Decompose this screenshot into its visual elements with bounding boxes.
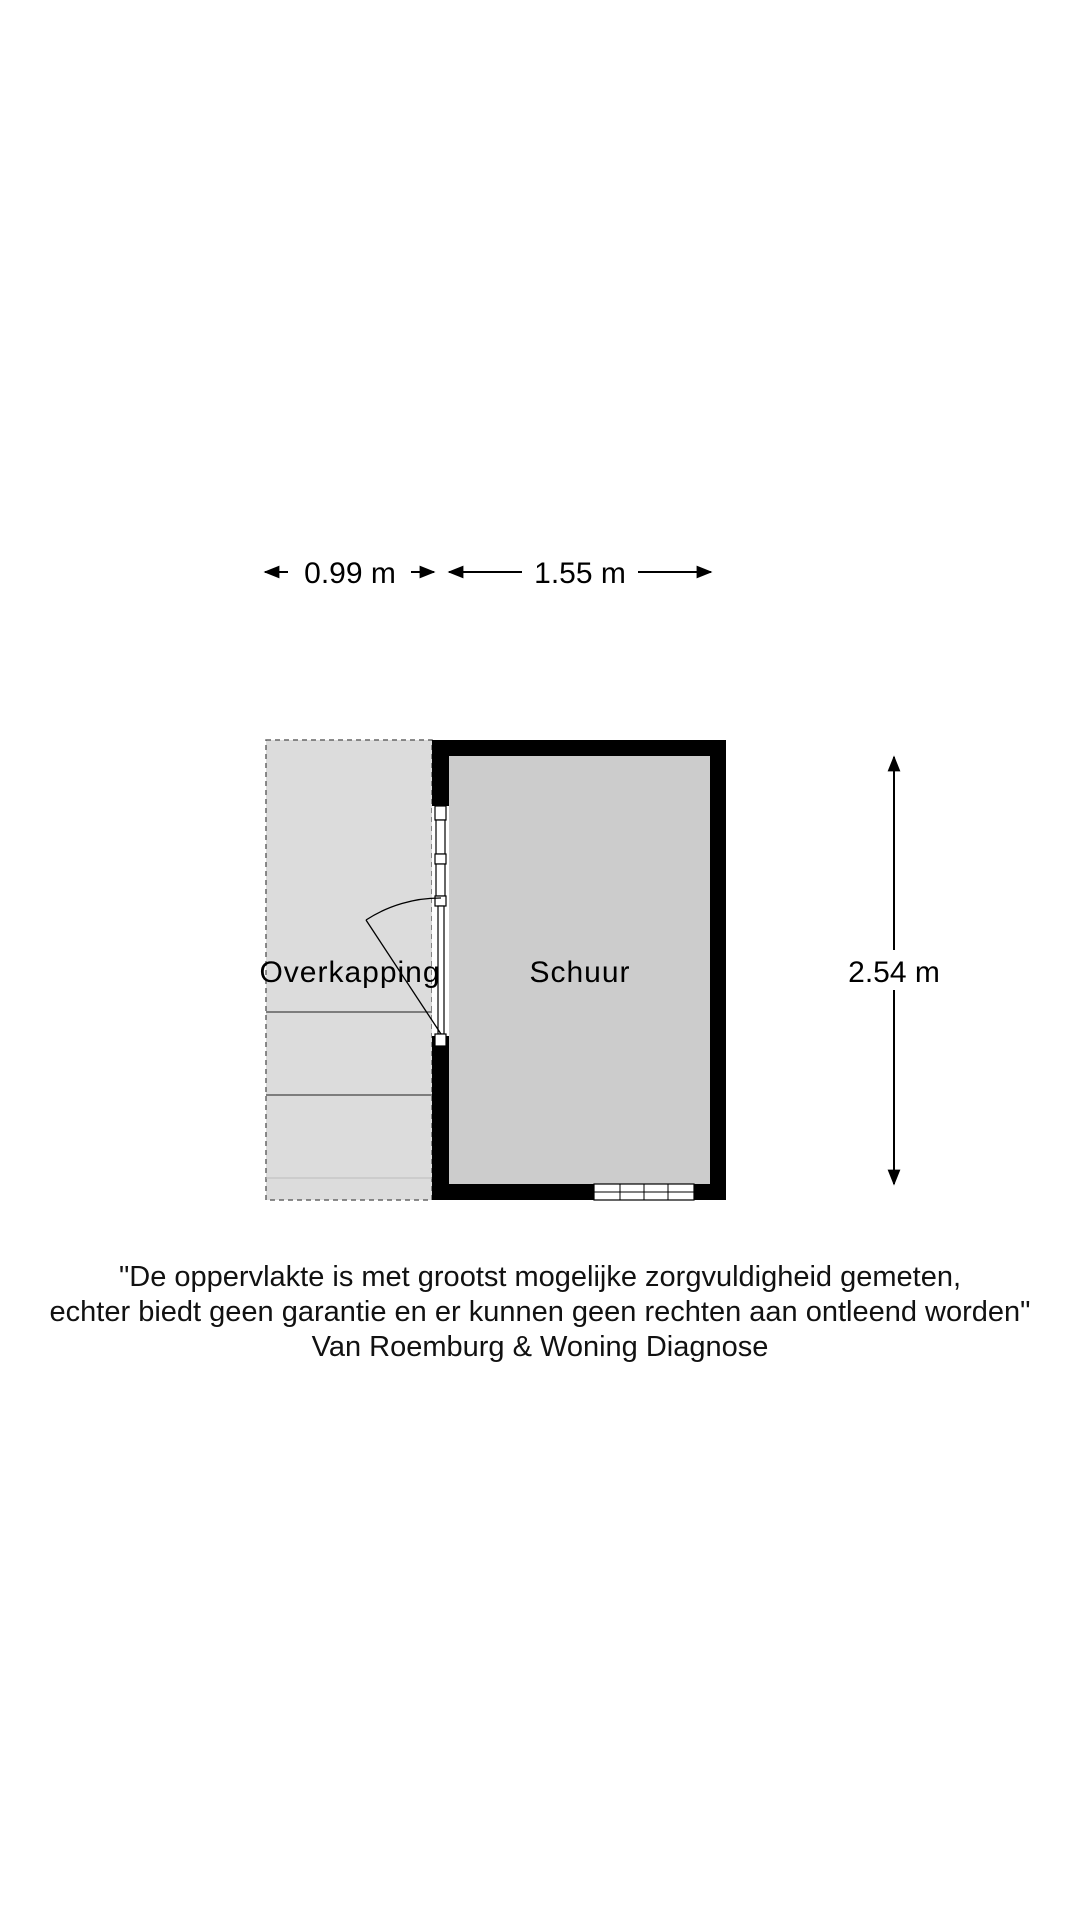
window-pane (436, 864, 445, 896)
window-pane (436, 820, 445, 854)
disclaimer-line: echter biedt geen garantie en er kunnen geen rechten aan ontleend worden" (49, 1296, 1031, 1328)
dimension-depth: 2.54 m (848, 956, 940, 989)
door-frame (435, 854, 446, 864)
room-label-overkapping: Overkapping (259, 956, 441, 989)
disclaimer-company: Van Roemburg & Woning Diagnose (311, 1331, 769, 1363)
door-frame (435, 1034, 446, 1046)
dimension-width-overkapping: 0.99 m (304, 557, 396, 590)
dimension-width-schuur: 1.55 m (534, 557, 626, 590)
disclaimer-text (0, 1260, 1080, 1365)
disclaimer-line: "De oppervlakte is met grootst mogelijke zorgvuldigheid gemeten, (118, 1261, 962, 1293)
room-label-schuur: Schuur (529, 956, 631, 989)
door-frame (435, 806, 446, 820)
